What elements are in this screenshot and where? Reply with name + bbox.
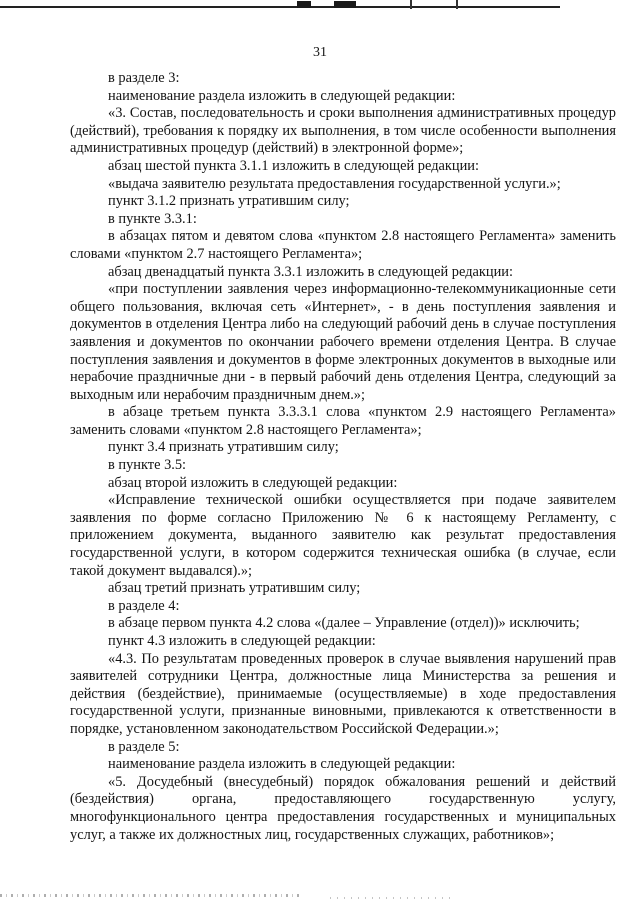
paragraph: в разделе 5: — [108, 738, 180, 755]
paragraph: абзац второй изложить в следующей редакции: — [108, 474, 398, 491]
paragraph: «выдача заявителю результата предоставления государственной услуги.»; — [108, 175, 561, 192]
paragraph: пункт 3.1.2 признать утратившим силу; — [108, 193, 350, 210]
paragraph: в абзацах пятом и девятом слова «пунктом 2.8 настоящего Регламента» заменить словами «пунктом 2.7 настоящего Регламента»; — [70, 228, 616, 262]
paragraph: абзац двенадцатый пункта 3.3.1 изложить в следующей редакции: — [108, 263, 513, 280]
scan-artifact-bottom — [0, 888, 640, 905]
paragraph: «4.3. По результатам проведенных проверок в случае выявления нарушений прав заявителей сотрудники Центра, должностные лица Министерства за решения и действия (бездействие), принимаемые (осуществляемые) в ходе предоставления государственной услуги, признанные виновными, привлекаются к ответственности в порядке, установленном законодательством Российской Федерации.»; — [70, 650, 616, 737]
paragraph: в пункте 3.3.1: — [108, 210, 197, 227]
paragraph: пункт 4.3 изложить в следующей редакции: — [108, 633, 376, 649]
paragraph: «при поступлении заявления через информационно-телекоммуникационные сети общего пользования, включая сеть «Интернет», - в день поступления заявления и документов в отделения Центра либо на следующий рабочий день в случае поступления заявления и документов по окончании рабочего времени отделения Центра. В случае поступления заявления и документов в форме электронных документов в выходные или нерабочие праздничные дни - в первый рабочий день отделения Центра, следующий за выходным или нерабочим праздничным днем.»; — [70, 281, 616, 403]
paragraph: «3. Состав, последовательность и сроки выполнения административных процедур (действий), требования к порядку их выполнения, в том числе особенности выполнения административных процедур (действий) в электронной форме»; — [70, 105, 616, 157]
paragraph: наименование раздела изложить в следующей редакции: — [108, 87, 456, 104]
paragraph: в абзаце третьем пункта 3.3.3.1 слова «пунктом 2.9 настоящего Регламента» заменить словами «пунктом 2.8 настоящего Регламента»; — [70, 404, 616, 438]
page-number: 31 — [313, 45, 327, 60]
paragraph: абзац третий признать утратившим силу; — [108, 580, 361, 597]
paragraph: «5. Досудебный (внесудебный) порядок обжалования решений и действий (бездействия) органа, предоставляющего государственную услугу, многофункционального центра предоставления государственных и муниципальных услуг, а также их должностных лиц, государственных служащих, работников»; — [70, 773, 616, 843]
paragraph: наименование раздела изложить в следующей редакции: — [108, 756, 456, 773]
paragraph: «Исправление технической ошибки осуществляется при подаче заявителем заявления по форме согласно Приложению № 6 к настоящему Регламенту, с приложением документа, выданного заявителю как результат предоставления государственной услуги, в котором содержится техническая ошибка (в случае, если такой документ выдавался).»; — [70, 492, 616, 579]
paragraph: в абзаце первом пункта 4.2 слова «(далее – Управление (отдел))» исключить; — [108, 615, 580, 632]
paragraph: в разделе 4: — [108, 597, 180, 614]
document-body — [70, 70, 616, 844]
scan-artifact-top — [0, 0, 640, 10]
paragraph: в разделе 3: — [108, 70, 180, 86]
paragraph: пункт 3.4 признать утратившим силу; — [108, 439, 339, 456]
paragraph: абзац шестой пункта 3.1.1 изложить в следующей редакции: — [108, 157, 480, 174]
paragraph: в пункте 3.5: — [108, 457, 187, 474]
